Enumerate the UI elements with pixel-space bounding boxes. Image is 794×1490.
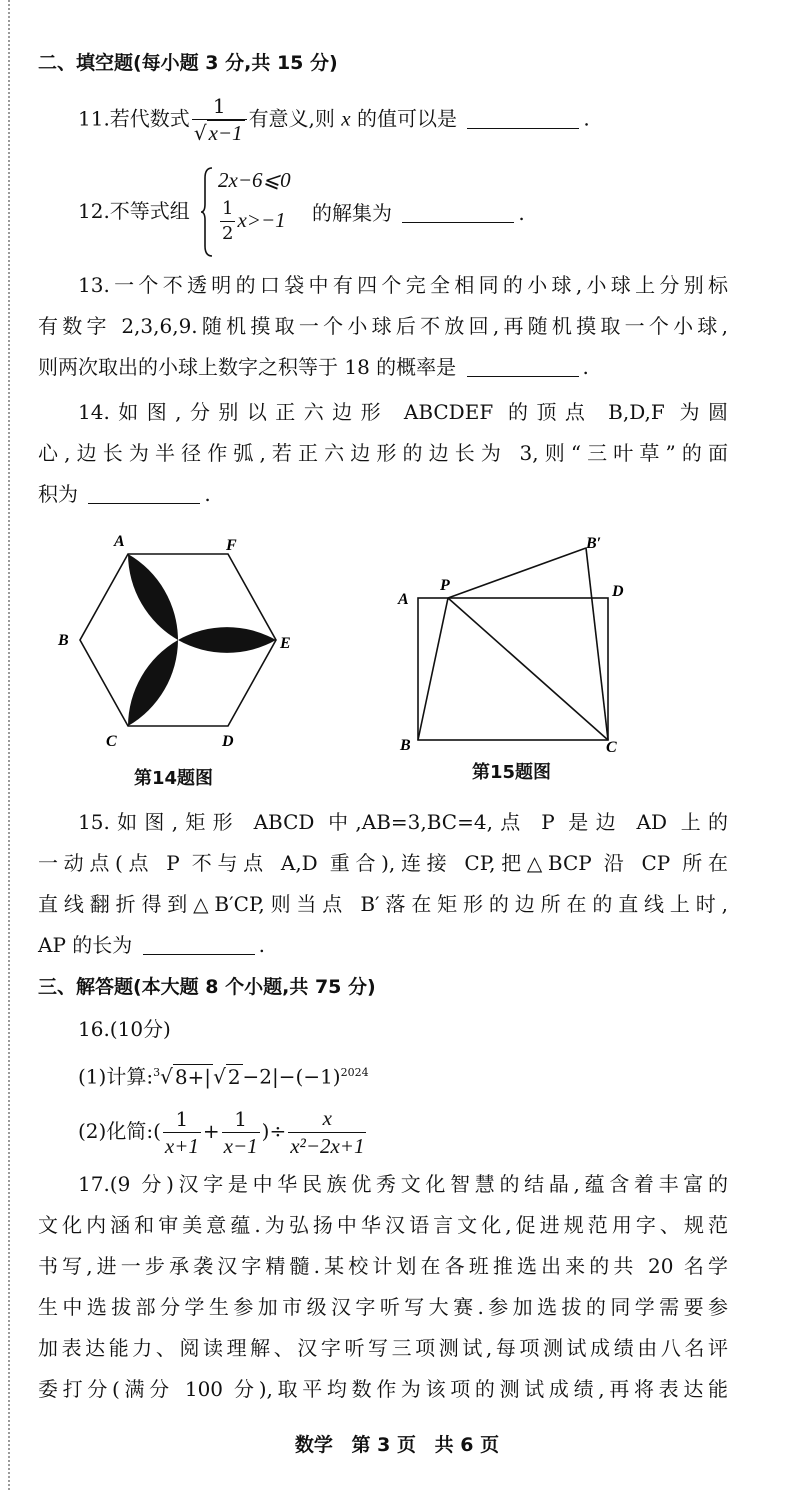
q16-f1-den-text: x+1	[164, 1133, 199, 1158]
q17-line-5: 加表达能力、阅读理解、汉字听写三项测试,每项测试成绩由八名评	[38, 1336, 728, 1360]
q12-frac	[220, 200, 235, 243]
fig15-label-P: P	[440, 577, 450, 594]
q17-line-4: 生中选拔部分学生参加市级汉字听写大赛.参加选拔的同学需要参	[38, 1295, 728, 1319]
q12-post: 的解集为	[312, 201, 392, 225]
q15-line-4-text: AP 的长为	[38, 933, 133, 957]
q11-post-b: 的值可以是	[356, 106, 457, 131]
q16-p1-label: (1)计算:	[78, 1064, 154, 1089]
q12-answer-blank[interactable]	[402, 202, 514, 223]
q13-end: .	[582, 355, 589, 379]
q16-f1-den	[163, 1132, 201, 1157]
q16-f3-num	[288, 1108, 366, 1132]
fig15-label-A: A	[398, 591, 409, 608]
q11-answer-blank[interactable]	[467, 108, 579, 129]
segment-PB-prime	[448, 548, 586, 598]
q17-line-1: 17.(9 分)汉字是中华民族优秀文化智慧的结晶,蕴含着丰富的	[78, 1172, 728, 1196]
fig14-label-D: D	[222, 733, 234, 750]
binding-margin-line	[8, 0, 10, 1490]
question-14	[38, 392, 728, 515]
clover-leaf-top	[128, 554, 178, 640]
fig15-caption: 第15题图	[472, 762, 552, 783]
q16-frac3	[288, 1108, 366, 1157]
segment-B-prime-C	[586, 548, 608, 740]
q12-brace-path	[201, 168, 212, 256]
fig14-label-C: C	[106, 733, 117, 750]
q16-p1-cube-rad	[173, 1064, 213, 1089]
fig15-label-D: D	[612, 583, 624, 600]
q17-line-6: 委打分(满分 100 分),取平均数作为该项的测试成绩,再将表达能	[38, 1377, 728, 1401]
q16-p1-a: 8+|	[174, 1064, 212, 1089]
q13-line-3-text: 则两次取出的小球上数字之积等于 18 的概率是	[38, 355, 457, 379]
q16-p2-label: (2)化简:(	[78, 1119, 161, 1143]
question-17	[38, 1164, 728, 1410]
q11-frac-num: 1	[212, 94, 226, 118]
q16-frac1	[163, 1106, 201, 1158]
figure-14	[40, 528, 310, 758]
fig14-label-A: A	[114, 533, 125, 550]
fig15-label-B-prime: B′	[586, 535, 602, 552]
page-footer	[0, 1430, 794, 1457]
q11-pre: 11.若代数式	[78, 106, 190, 131]
q12-frac-den: 2	[222, 223, 234, 244]
q16-part2	[38, 1108, 768, 1157]
fig14-label-E: E	[280, 635, 291, 652]
section3-title: 三、解答题(本大题 8 个小题,共 75 分)	[38, 976, 376, 998]
q16-div: )÷	[261, 1119, 287, 1143]
fig14-caption: 第14题图	[134, 768, 214, 789]
q17-line-3: 书写,进一步承袭汉字精髓.某校计划在各班推选出来的共 20 名学	[38, 1254, 728, 1278]
clover-leaf-right	[178, 627, 276, 653]
q14-line-1: 14.如图,分别以正六边形 ABCDEF 的顶点 B,D,F 为圆	[78, 400, 728, 424]
q13-line-2: 有数字 2,3,6,9.随机摸取一个小球后不放回,再随机摸取一个小球,	[38, 314, 728, 338]
q12-pre: 12.不等式组	[78, 199, 190, 223]
q16-p1-root-index: 3	[153, 1066, 161, 1079]
footer-subject: 数学	[294, 1434, 333, 1456]
rectangle-ABCD	[418, 598, 608, 740]
q12-brace	[200, 166, 214, 258]
q11-fraction	[192, 96, 247, 144]
q15-line-4	[38, 925, 728, 966]
q16-f2-num: 1	[234, 1106, 247, 1131]
q14-end: .	[204, 482, 211, 506]
q16-part1: (1)计算:$^3$√ 8+| √ $2 -2|-(-1)^{2024}$	[78, 1064, 369, 1089]
figure-15	[390, 528, 650, 758]
q16-f3-den-text: x²−2x+1	[290, 1134, 365, 1158]
q12-line2: x>−1	[237, 208, 286, 232]
question-13	[38, 265, 728, 388]
q15-line-3: 直线翻折得到△B′CP,则当点 B′落在矩形的边所在的直线上时,	[38, 892, 728, 916]
q13-line-3	[38, 347, 728, 388]
q14-answer-blank[interactable]	[88, 483, 200, 504]
q14-line-2: 心,边长为半径作弧,若正六边形的边长为 3,则“三叶草”的面	[38, 441, 728, 465]
q15-end: .	[258, 933, 265, 957]
q12-end: .	[518, 201, 525, 225]
fig15-label-B: B	[400, 737, 411, 754]
q12-frac-num: 1	[222, 198, 234, 219]
q16-f3-den	[288, 1132, 366, 1157]
fig14-label-B: B	[58, 632, 69, 649]
q16-p1-exp: 2024	[340, 1066, 369, 1079]
segment-PB	[418, 598, 448, 740]
q14-line-3-text: 积为	[38, 482, 78, 506]
fig15-label-C: C	[606, 739, 617, 756]
q15-answer-blank[interactable]	[143, 934, 255, 955]
fig14-label-F: F	[226, 537, 237, 554]
q16-p1-rad: 2	[227, 1064, 241, 1089]
q13-answer-blank[interactable]	[467, 356, 579, 377]
q11-radicand: x−1	[208, 121, 243, 145]
q16-head: 16.(10分)	[78, 1017, 171, 1041]
q12-tail	[312, 194, 612, 232]
q16-frac2	[222, 1106, 260, 1158]
question-11	[38, 96, 768, 144]
q13-line-1: 13.一个不透明的口袋中有四个完全相同的小球,小球上分别标	[78, 273, 728, 297]
q12-line1: 2x−6⩽0	[218, 168, 291, 192]
q11-var: x	[341, 106, 351, 131]
question-15	[38, 802, 728, 966]
clover-leaf-bottom	[128, 640, 178, 726]
section2-title: 二、填空题(每小题 3 分,共 15 分)	[38, 52, 338, 74]
q12-system	[218, 166, 291, 243]
footer-page: 第 3 页	[351, 1434, 416, 1456]
q16-f2-den	[222, 1132, 260, 1157]
q11-end: .	[583, 106, 590, 131]
q14-line-3	[38, 474, 728, 515]
q11-frac-den: √x−1	[192, 119, 247, 144]
footer-total: 共 6 页	[434, 1434, 500, 1456]
segment-PC	[448, 598, 608, 740]
q16-f2-den-text: x−1	[223, 1133, 258, 1158]
q15-line-1: 15.如图,矩形 ABCD 中,AB=3,BC=4,点 P 是边 AD 上的	[78, 810, 728, 834]
q16-f3-num-text: x	[322, 1106, 332, 1130]
q16-p1-sqrt-rad	[226, 1064, 243, 1089]
q11-post-a: 有意义,则	[248, 106, 335, 131]
q16-p1-b: −2|−(−1)	[242, 1064, 341, 1089]
q16-f1-num: 1	[175, 1106, 189, 1131]
q17-line-2: 文化内涵和审美意蕴.为弘扬中华汉语言文化,促进规范用字、规范	[38, 1213, 728, 1237]
q15-line-2: 一动点(点 P 不与点 A,D 重合),连接 CP,把△BCP 沿 CP 所在	[38, 851, 728, 875]
q16-plus: +	[202, 1119, 220, 1143]
